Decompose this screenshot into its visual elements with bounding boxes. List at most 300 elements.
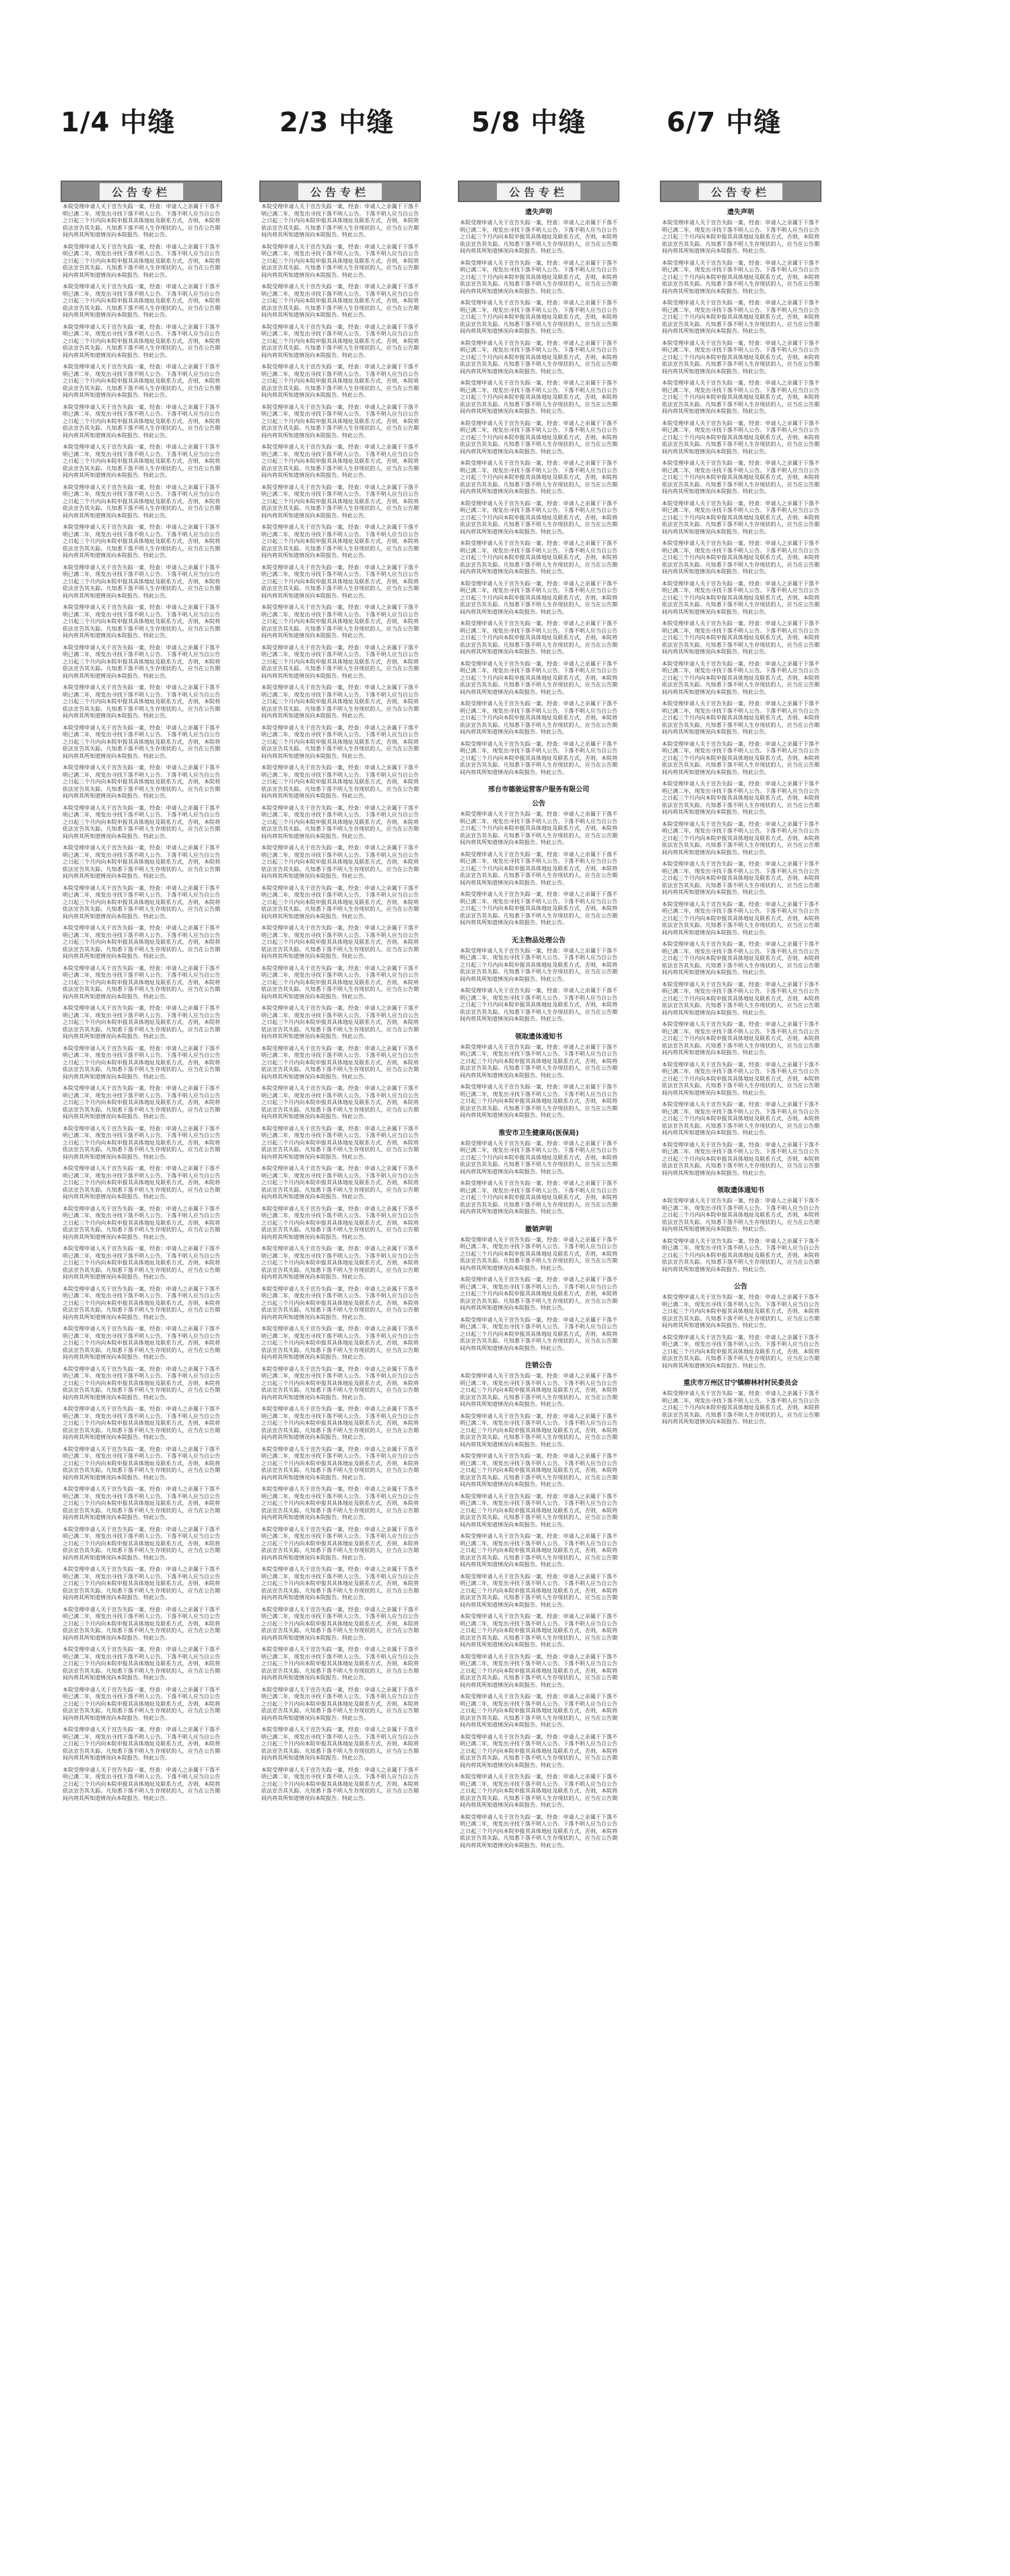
notice-list [458, 218, 619, 779]
notice-body: 本院受理申请人关于宣告失踪一案，经查：申请人之亲属于下落不明已满二年，现发出寻找下落不明人公告。下落不明人应当自公告之日起三个月内向本院申报其具体地址及联系方式，否则，本院将依法宣告其失踪。凡知悉下落不明人生存现状的人，应当在公告期间内将其所知道情况向本院报告。特此公告。 [63, 484, 220, 519]
notice-body: 本院受理申请人关于宣告失踪一案，经查：申请人之亲属于下落不明已满二年，现发出寻找下落不明人公告。下落不明人应当自公告之日起三个月内向本院申报其具体地址及联系方式，否则，本院将依法宣告其失踪。凡知悉下落不明人生存现状的人，应当在公告期间内将其所知道情况向本院报告。特此公告。 [460, 540, 617, 575]
notice-block [458, 1412, 619, 1452]
notice-body: 本院受理申请人关于宣告失踪一案，经查：申请人之亲属于下落不明已满二年，现发出寻找下落不明人公告。下落不明人应当自公告之日起三个月内向本院申报其具体地址及联系方式，否则，本院将依法宣告其失踪。凡知悉下落不明人生存现状的人，应当在公告期间内将其所知道情况向本院报告。特此公告。 [63, 1326, 220, 1360]
notice-block [458, 1572, 619, 1613]
notice-heading: 重庆市万州区甘宁镇柳林村村民委员会 [683, 1380, 798, 1387]
col-title-4: 6/7 中缝 [667, 107, 782, 138]
notice-block [61, 1485, 222, 1525]
notice-body: 本院受理申请人关于宣告失踪一案，经查：申请人之亲属于下落不明已满二年，现发出寻找下落不明人公告。下落不明人应当自公告之日起三个月内向本院申报其具体地址及联系方式，否则，本院将依法宣告其失踪。凡知悉下落不明人生存现状的人，应当在公告期间内将其所知道情况向本院报告。特此公告。 [261, 484, 419, 519]
notice-block [259, 1685, 421, 1726]
notice-body: 本院受理申请人关于宣告失踪一案，经查：申请人之亲属于下落不明已满二年，现发出寻找下落不明人公告。下落不明人应当自公告之日起三个月内向本院申报其具体地址及联系方式，否则，本院将依法宣告其失踪。凡知悉下落不明人生存现状的人，应当在公告期间内将其所知道情况向本院报告。特此公告。 [63, 1526, 220, 1561]
notice-block [259, 323, 421, 363]
notice-block [259, 483, 421, 523]
notice-body: 本院受理申请人关于宣告失踪一案，经查：申请人之亲属于下落不明已满二年，现发出寻找下落不明人公告。下落不明人应当自公告之日起三个月内向本院申报其具体地址及联系方式，否则，本院将依法宣告其失踪。凡知悉下落不明人生存现状的人，应当在公告期间内将其所知道情况向本院报告。特此公告。 [261, 1005, 419, 1039]
notice-body: 本院受理申请人关于宣告失踪一案，经查：申请人之亲属于下落不明已满二年，现发出寻找下落不明人公告。下落不明人应当自公告之日起三个月内向本院申报其具体地址及联系方式，否则，本院将依法宣告其失踪。凡知悉下落不明人生存现状的人，应当在公告期间内将其所知道情况向本院报告。特此公告。 [460, 1493, 617, 1528]
notice-block [660, 499, 821, 540]
notice-body: 本院受理申请人关于宣告失踪一案，经查：申请人之亲属于下落不明已满二年，现发出寻找下落不明人公告。下落不明人应当自公告之日起三个月内向本院申报其具体地址及联系方式，否则，本院将依法宣告其失踪。凡知悉下落不明人生存现状的人，应当在公告期间内将其所知道情况向本院报告。特此公告。 [460, 420, 617, 455]
notice-body: 本院受理申请人关于宣告失踪一案，经查：申请人之亲属于下落不明已满二年，现发出寻找下落不明人公告。下落不明人应当自公告之日起三个月内向本院申报其具体地址及联系方式，否则，本院将依法宣告其失踪。凡知悉下落不明人生存现状的人，应当在公告期间内将其所知道情况向本院报告。特此公告。 [63, 1045, 220, 1080]
notice-list [458, 946, 619, 1027]
notice-block [259, 1084, 421, 1124]
notice-body: 本院受理申请人关于宣告失踪一案，经查：申请人之亲属于下落不明已满二年，现发出寻找下落不明人公告。下落不明人应当自公告之日起三个月内向本院申报其具体地址及联系方式，否则，本院将依法宣告其失踪。凡知悉下落不明人生存现状的人，应当在公告期间内将其所知道情况向本院报告。特此公告。 [63, 524, 220, 558]
notice-body: 本院受理申请人关于宣告失踪一案，经查：申请人之亲属于下落不明已满二年，现发出寻找下落不明人公告。下落不明人应当自公告之日起三个月内向本院申报其具体地址及联系方式，否则，本院将依法宣告其失踪。凡知悉下落不明人生存现状的人，应当在公告期间内将其所知道情况向本院报告。特此公告。 [261, 323, 419, 358]
notice-body: 本院受理申请人关于宣告失踪一案，经查：申请人之亲属于下落不明已满二年，现发出寻找下落不明人公告。下落不明人应当自公告之日起三个月内向本院申报其具体地址及联系方式，否则，本院将依法宣告其失踪。凡知悉下落不明人生存现状的人，应当在公告期间内将其所知道情况向本院报告。特此公告。 [662, 380, 819, 414]
notice-body: 本院受理申请人关于宣告失踪一案，经查：申请人之亲属于下落不明已满二年，现发出寻找下落不明人公告。下落不明人应当自公告之日起三个月内向本院申报其具体地址及联系方式，否则，本院将依法宣告其失踪。凡知悉下落不明人生存现状的人，应当在公告期间内将其所知道情况向本院报告。特此公告。 [63, 765, 220, 799]
notice-block [259, 723, 421, 764]
notice-body: 本院受理申请人关于宣告失踪一案，经查：申请人之亲属于下落不明已满二年，现发出寻找下落不明人公告。下落不明人应当自公告之日起三个月内向本院申报其具体地址及联系方式，否则，本院将依法宣告其失踪。凡知悉下落不明人生存现状的人，应当在公告期间内将其所知道情况向本院报告。特此公告。 [261, 1566, 419, 1601]
notice-block [61, 483, 222, 523]
column-body [660, 202, 821, 2377]
notice-body: 本院受理申请人关于宣告失踪一案，经查：申请人之亲属于下落不明已满二年，现发出寻找下落不明人公告。下落不明人应当自公告之日起三个月内向本院申报其具体地址及联系方式，否则，本院将依法宣告其失踪。凡知悉下落不明人生存现状的人，应当在公告期间内将其所知道情况向本院报告。特此公告。 [63, 1365, 220, 1400]
notice-block [259, 1164, 421, 1204]
notice-block [61, 282, 222, 323]
notice-block [660, 699, 821, 740]
notice-body: 本院受理申请人关于宣告失踪一案，经查：申请人之亲属于下落不明已满二年，现发出寻找下落不明人公告。下落不明人应当自公告之日起三个月内向本院申报其具体地址及联系方式，否则，本院将依法宣告其失踪。凡知悉下落不明人生存现状的人，应当在公告期间内将其所知道情况向本院报告。特此公告。 [261, 1165, 419, 1200]
notice-body: 本院受理申请人关于宣告失踪一案，经查：申请人之亲属于下落不明已满二年，现发出寻找下落不明人公告。下落不明人应当自公告之日起三个月内向本院申报其具体地址及联系方式，否则，本院将依法宣告其失踪。凡知悉下落不明人生存现状的人，应当在公告期间内将其所知道情况向本院报告。特此公告。 [662, 781, 819, 815]
col-title-3: 5/8 中缝 [471, 107, 586, 138]
notice-heading: 公告 [734, 1283, 747, 1291]
notice-body: 本院受理申请人关于宣告失踪一案，经查：申请人之亲属于下落不明已满二年，现发出寻找下落不明人公告。下落不明人应当自公告之日起三个月内向本院申报其具体地址及联系方式，否则，本院将依法宣告其失踪。凡知悉下落不明人生存现状的人，应当在公告期间内将其所知道情况向本院报告。特此公告。 [460, 1277, 617, 1311]
notice-block [61, 603, 222, 643]
notice-body: 本院受理申请人关于宣告失踪一案，经查：申请人之亲属于下落不明已满二年，现发出寻找下落不明人公告。下落不明人应当自公告之日起三个月内向本院申报其具体地址及联系方式，否则，本院将依法宣告其失踪。凡知悉下落不明人生存现状的人，应当在公告期间内将其所知道情况向本院报告。特此公告。 [460, 988, 617, 1022]
notice-body: 本院受理申请人关于宣告失踪一案，经查：申请人之亲属于下落不明已满二年，现发出寻找下落不明人公告。下落不明人应当自公告之日起三个月内向本院申报其具体地址及联系方式，否则，本院将依法宣告其失踪。凡知悉下落不明人生存现状的人，应当在公告期间内将其所知道情况向本院报告。特此公告。 [460, 811, 617, 845]
notice-block [458, 419, 619, 459]
notice-body: 本院受理申请人关于宣告失踪一案，经查：申请人之亲属于下落不明已满二年，现发出寻找下落不明人公告。下落不明人应当自公告之日起三个月内向本院申报其具体地址及联系方式，否则，本院将依法宣告其失踪。凡知悉下落不明人生存现状的人，应当在公告期间内将其所知道情况向本院报告。特此公告。 [460, 1653, 617, 1688]
notice-block [458, 1452, 619, 1492]
notice-block [61, 362, 222, 403]
notice-body: 本院受理申请人关于宣告失踪一案，经查：申请人之亲属于下落不明已满二年，现发出寻找下落不明人公告。下落不明人应当自公告之日起三个月内向本院申报其具体地址及联系方式，否则，本院将依法宣告其失踪。凡知悉下落不明人生存现状的人，应当在公告期间内将其所知道情况向本院报告。特此公告。 [261, 1686, 419, 1721]
notice-body: 本院受理申请人关于宣告失踪一案，经查：申请人之亲属于下落不明已满二年，现发出寻找下落不明人公告。下落不明人应当自公告之日起三个月内向本院申报其具体地址及联系方式，否则，本院将依法宣告其失踪。凡知悉下落不明人生存现状的人，应当在公告期间内将其所知道情况向本院报告。特此公告。 [261, 1446, 419, 1481]
notice-body: 本院受理申请人关于宣告失踪一案，经查：申请人之亲属于下落不明已满二年，现发出寻找下落不明人公告。下落不明人应当自公告之日起三个月内向本院申报其具体地址及联系方式，否则，本院将依法宣告其失踪。凡知悉下落不明人生存现状的人，应当在公告期间内将其所知道情况向本院报告。特此公告。 [261, 1646, 419, 1681]
notice-block [61, 763, 222, 804]
notice-body: 本院受理申请人关于宣告失踪一案，经查：申请人之亲属于下落不明已满二年，现发出寻找下落不明人公告。下落不明人应当自公告之日起三个月内向本院申报其具体地址及联系方式，否则，本院将依法宣告其失踪。凡知悉下落不明人生存现状的人，应当在公告期间内将其所知道情况向本院报告。特此公告。 [460, 1373, 617, 1407]
notice-body: 本院受理申请人关于宣告失踪一案，经查：申请人之亲属于下落不明已满二年，现发出寻找下落不明人公告。下落不明人应当自公告之日起三个月内向本院申报其具体地址及联系方式，否则，本院将依法宣告其失踪。凡知悉下落不明人生存现状的人，应当在公告期间内将其所知道情况向本院报告。特此公告。 [662, 901, 819, 936]
notice-body: 本院受理申请人关于宣告失踪一案，经查：申请人之亲属于下落不明已满二年，现发出寻找下落不明人公告。下落不明人应当自公告之日起三个月内向本院申报其具体地址及联系方式，否则，本院将依法宣告其失踪。凡知悉下落不明人生存现状的人，应当在公告期间内将其所知道情况向本院报告。特此公告。 [63, 1566, 220, 1601]
notice-body: 本院受理申请人关于宣告失踪一案，经查：申请人之亲属于下落不明已满二年，现发出寻找下落不明人公告。下落不明人应当自公告之日起三个月内向本院申报其具体地址及联系方式，否则，本院将依法宣告其失踪。凡知悉下落不明人生存现状的人，应当在公告期间内将其所知道情况向本院报告。特此公告。 [662, 1334, 819, 1369]
notice-block [660, 740, 821, 780]
notice-block [458, 1492, 619, 1533]
notice-block [259, 202, 421, 243]
notice-body: 本院受理申请人关于宣告失踪一案，经查：申请人之亲属于下落不明已满二年，现发出寻找下落不明人公告。下落不明人应当自公告之日起三个月内向本院申报其具体地址及联系方式，否则，本院将依法宣告其失踪。凡知悉下落不明人生存现状的人，应当在公告期间内将其所知道情况向本院报告。特此公告。 [63, 323, 220, 358]
notice-body: 本院受理申请人关于宣告失踪一案，经查：申请人之亲属于下落不明已满二年，现发出寻找下落不明人公告。下落不明人应当自公告之日起三个月内向本院申报其具体地址及联系方式，否则，本院将依法宣告其失踪。凡知悉下落不明人生存现状的人，应当在公告期间内将其所知道情况向本院报告。特此公告。 [63, 884, 220, 920]
notice-block [61, 1285, 222, 1325]
notice-block [458, 810, 619, 850]
notice-block [458, 1532, 619, 1572]
notice-list [660, 1293, 821, 1373]
notice-body: 本院受理申请人关于宣告失踪一案，经查：申请人之亲属于下落不明已满二年，现发出寻找下落不明人公告。下落不明人应当自公告之日起三个月内向本院申报其具体地址及联系方式，否则，本院将依法宣告其失踪。凡知悉下落不明人生存现状的人，应当在公告期间内将其所知道情况向本院报告。特此公告。 [662, 1101, 819, 1136]
notice-block [458, 1372, 619, 1412]
notice-body: 本院受理申请人关于宣告失踪一案，经查：申请人之亲属于下落不明已满二年，现发出寻找下落不明人公告。下落不明人应当自公告之日起三个月内向本院申报其具体地址及联系方式，否则，本院将依法宣告其失踪。凡知悉下落不明人生存现状的人，应当在公告期间内将其所知道情况向本院报告。特此公告。 [460, 340, 617, 375]
notice-body: 本院受理申请人关于宣告失踪一案，经查：申请人之亲属于下落不明已满二年，现发出寻找下落不明人公告。下落不明人应当自公告之日起三个月内向本院申报其具体地址及联系方式，否则，本院将依法宣告其失踪。凡知悉下落不明人生存现状的人，应当在公告期间内将其所知道情况向本院报告。特此公告。 [662, 460, 819, 494]
notice-body: 本院受理申请人关于宣告失踪一案，经查：申请人之亲属于下落不明已满二年，现发出寻找下落不明人公告。下落不明人应当自公告之日起三个月内向本院申报其具体地址及联系方式，否则，本院将依法宣告其失踪。凡知悉下落不明人生存现状的人，应当在公告期间内将其所知道情况向本院报告。特此公告。 [261, 644, 419, 679]
notice-block [458, 850, 619, 891]
notice-block [660, 619, 821, 659]
notice-body: 本院受理申请人关于宣告失踪一案，经查：申请人之亲属于下落不明已满二年，现发出寻找下落不明人公告。下落不明人应当自公告之日起三个月内向本院申报其具体地址及联系方式，否则，本院将依法宣告其失踪。凡知悉下落不明人生存现状的人，应当在公告期间内将其所知道情况向本院报告。特此公告。 [460, 1236, 617, 1271]
notice-block [61, 443, 222, 483]
notice-block [660, 1020, 821, 1060]
notice-body: 本院受理申请人关于宣告失踪一案，经查：申请人之亲属于下落不明已满二年，现发出寻找下落不明人公告。下落不明人应当自公告之日起三个月内向本院申报其具体地址及联系方式，否则，本院将依法宣告其失踪。凡知悉下落不明人生存现状的人，应当在公告期间内将其所知道情况向本院报告。特此公告。 [460, 701, 617, 735]
notice-block [660, 1333, 821, 1374]
notice-block [660, 900, 821, 940]
notice-block [458, 1316, 619, 1356]
notice-body: 本院受理申请人关于宣告失踪一案，经查：申请人之亲属于下落不明已满二年，现发出寻找下落不明人公告。下落不明人应当自公告之日起三个月内向本院申报其具体地址及联系方式，否则，本院将依法宣告其失踪。凡知悉下落不明人生存现状的人，应当在公告期间内将其所知道情况向本院报告。特此公告。 [662, 660, 819, 695]
notice-body: 本院受理申请人关于宣告失踪一案，经查：申请人之亲属于下落不明已满二年，现发出寻找下落不明人公告。下落不明人应当自公告之日起三个月内向本院申报其具体地址及联系方式，否则，本院将依法宣告其失踪。凡知悉下落不明人生存现状的人，应当在公告期间内将其所知道情况向本院报告。特此公告。 [460, 1043, 617, 1078]
notice-block [61, 1525, 222, 1566]
notice-body: 本院受理申请人关于宣告失踪一案，经查：申请人之亲属于下落不明已满二年，现发出寻找下落不明人公告。下落不明人应当自公告之日起三个月内向本院申报其具体地址及联系方式，否则，本院将依法宣告其失踪。凡知悉下落不明人生存现状的人，应当在公告期间内将其所知道情况向本院报告。特此公告。 [261, 604, 419, 639]
notice-body: 本院受理申请人关于宣告失踪一案，经查：申请人之亲属于下落不明已满二年，现发出寻找下落不明人公告。下落不明人应当自公告之日起三个月内向本院申报其具体地址及联系方式，否则，本院将依法宣告其失踪。凡知悉下落不明人生存现状的人，应当在公告期间内将其所知道情况向本院报告。特此公告。 [261, 203, 419, 238]
notice-block [660, 579, 821, 620]
notice-block [259, 603, 421, 643]
notice-body: 本院受理申请人关于宣告失踪一案，经查：申请人之亲属于下落不明已满二年，现发出寻找下落不明人公告。下落不明人应当自公告之日起三个月内向本院申报其具体地址及联系方式，否则，本院将依法宣告其失踪。凡知悉下落不明人生存现状的人，应当在公告期间内将其所知道情况向本院报告。特此公告。 [63, 1246, 220, 1280]
notice-body: 本院受理申请人关于宣告失踪一案，经查：申请人之亲属于下落不明已满二年，现发出寻找下落不明人公告。下落不明人应当自公告之日起三个月内向本院申报其具体地址及联系方式，否则，本院将依法宣告其失踪。凡知悉下落不明人生存现状的人，应当在公告期间内将其所知道情况向本院报告。特此公告。 [460, 620, 617, 655]
notice-body: 本院受理申请人关于宣告失踪一案，经查：申请人之亲属于下落不明已满二年，现发出寻找下落不明人公告。下落不明人应当自公告之日起三个月内向本院申报其具体地址及联系方式，否则，本院将依法宣告其失踪。凡知悉下落不明人生存现状的人，应当在公告期间内将其所知道情况向本院报告。特此公告。 [460, 500, 617, 535]
notice-list [458, 1043, 619, 1123]
notice-block [458, 579, 619, 620]
notice-body: 本院受理申请人关于宣告失踪一案，经查：申请人之亲属于下落不明已满二年，现发出寻找下落不明人公告。下落不明人应当自公告之日起三个月内向本院申报其具体地址及联系方式，否则，本院将依法宣告其失踪。凡知悉下落不明人生存现状的人，应当在公告期间内将其所知道情况向本院报告。特此公告。 [460, 1180, 617, 1215]
notice-block [259, 1285, 421, 1325]
notice-body: 本院受理申请人关于宣告失踪一案，经查：申请人之亲属于下落不明已满二年，现发出寻找下落不明人公告。下落不明人应当自公告之日起三个月内向本院申报其具体地址及联系方式，否则，本院将依法宣告其失踪。凡知悉下落不明人生存现状的人，应当在公告期间内将其所知道情况向本院报告。特此公告。 [261, 1285, 419, 1320]
notice-body: 本院受理申请人关于宣告失踪一案，经查：申请人之亲属于下落不明已满二年，现发出寻找下落不明人公告。下落不明人应当自公告之日起三个月内向本院申报其具体地址及联系方式，否则，本院将依法宣告其失踪。凡知悉下落不明人生存现状的人，应当在公告期间内将其所知道情况向本院报告。特此公告。 [63, 925, 220, 959]
notice-body: 本院受理申请人关于宣告失踪一案，经查：申请人之亲属于下落不明已满二年，现发出寻找下落不明人公告。下落不明人应当自公告之日起三个月内向本院申报其具体地址及联系方式，否则，本院将依法宣告其失踪。凡知悉下落不明人生存现状的人，应当在公告期间内将其所知道情况向本院报告。特此公告。 [63, 604, 220, 639]
notice-body: 本院受理申请人关于宣告失踪一案，经查：申请人之亲属于下落不明已满二年，现发出寻找下落不明人公告。下落不明人应当自公告之日起三个月内向本院申报其具体地址及联系方式，否则，本院将依法宣告其失踪。凡知悉下落不明人生存现状的人，应当在公告期间内将其所知道情况向本院报告。特此公告。 [63, 1446, 220, 1481]
notice-body: 本院受理申请人关于宣告失踪一案，经查：申请人之亲属于下落不明已满二年，现发出寻找下落不明人公告。下落不明人应当自公告之日起三个月内向本院申报其具体地址及联系方式，否则，本院将依法宣告其失踪。凡知悉下落不明人生存现状的人，应当在公告期间内将其所知道情况向本院报告。特此公告。 [460, 380, 617, 414]
column-2 [259, 181, 421, 2518]
notice-heading: 注销公告 [525, 1362, 552, 1370]
notice-body: 本院受理申请人关于宣告失踪一案，经查：申请人之亲属于下落不明已满二年，现发出寻找下落不明人公告。下落不明人应当自公告之日起三个月内向本院申报其具体地址及联系方式，否则，本院将依法宣告其失踪。凡知悉下落不明人生存现状的人，应当在公告期间内将其所知道情况向本院报告。特此公告。 [460, 1084, 617, 1118]
notice-block [660, 860, 821, 900]
notice-body: 本院受理申请人关于宣告失踪一案，经查：申请人之亲属于下落不明已满二年，现发出寻找下落不明人公告。下落不明人应当自公告之日起三个月内向本院申报其具体地址及联系方式，否则，本院将依法宣告其失踪。凡知悉下落不明人生存现状的人，应当在公告期间内将其所知道情况向本院报告。特此公告。 [460, 1453, 617, 1487]
notice-block [660, 1237, 821, 1277]
notice-block [61, 1365, 222, 1405]
notice-block [61, 1685, 222, 1726]
notice-heading: 领取遗体通知书 [515, 1033, 562, 1041]
notice-body: 本院受理申请人关于宣告失踪一案，经查：申请人之亲属于下落不明已满二年，现发出寻找下落不明人公告。下落不明人应当自公告之日起三个月内向本院申报其具体地址及联系方式，否则，本院将依法宣告其失踪。凡知悉下落不明人生存现状的人，应当在公告期间内将其所知道情况向本院报告。特此公告。 [261, 1766, 419, 1801]
notice-block [259, 924, 421, 964]
notice-block [660, 298, 821, 339]
notice-body: 本院受理申请人关于宣告失踪一案，经查：申请人之亲属于下落不明已满二年，现发出寻找下落不明人公告。下落不明人应当自公告之日起三个月内向本院申报其具体地址及联系方式，否则，本院将依法宣告其失踪。凡知悉下落不明人生存现状的人，应当在公告期间内将其所知道情况向本院报告。特此公告。 [63, 1406, 220, 1440]
notice-block [458, 619, 619, 659]
notice-block [61, 1084, 222, 1124]
notice-body: 本院受理申请人关于宣告失踪一案，经查：申请人之亲属于下落不明已满二年，现发出寻找下落不明人公告。下落不明人应当自公告之日起三个月内向本院申报其具体地址及联系方式，否则，本院将依法宣告其失踪。凡知悉下落不明人生存现状的人，应当在公告期间内将其所知道情况向本院报告。特此公告。 [261, 564, 419, 599]
notice-block [259, 1405, 421, 1445]
notice-block [458, 259, 619, 299]
notice-body: 本院受理申请人关于宣告失踪一案，经查：申请人之亲属于下落不明已满二年，现发出寻找下落不明人公告。下落不明人应当自公告之日起三个月内向本院申报其具体地址及联系方式，否则，本院将依法宣告其失踪。凡知悉下落不明人生存现状的人，应当在公告期间内将其所知道情况向本院报告。特此公告。 [261, 925, 419, 959]
notice-block [458, 699, 619, 740]
notice-body: 本院受理申请人关于宣告失踪一案，经查：申请人之亲属于下落不明已满二年，现发出寻找下落不明人公告。下落不明人应当自公告之日起三个月内向本院申报其具体地址及联系方式，否则，本院将依法宣告其失踪。凡知悉下落不明人生存现状的人，应当在公告期间内将其所知道情况向本院报告。特此公告。 [460, 891, 617, 926]
notice-body: 本院受理申请人关于宣告失踪一案，经查：申请人之亲属于下落不明已满二年，现发出寻找下落不明人公告。下落不明人应当自公告之日起三个月内向本院申报其具体地址及联系方式，否则，本院将依法宣告其失踪。凡知悉下落不明人生存现状的人，应当在公告期间内将其所知道情况向本院报告。特此公告。 [662, 300, 819, 334]
notice-body: 本院受理申请人关于宣告失踪一案，经查：申请人之亲属于下落不明已满二年，现发出寻找下落不明人公告。下落不明人应当自公告之日起三个月内向本院申报其具体地址及联系方式，否则，本院将依法宣告其失踪。凡知悉下落不明人生存现状的人，应当在公告期间内将其所知道情况向本院报告。特此公告。 [63, 564, 220, 599]
notice-body: 本院受理申请人关于宣告失踪一案，经查：申请人之亲属于下落不明已满二年，现发出寻找下落不明人公告。下落不明人应当自公告之日起三个月内向本院申报其具体地址及联系方式，否则，本院将依法宣告其失踪。凡知悉下落不明人生存现状的人，应当在公告期间内将其所知道情况向本院报告。特此公告。 [662, 340, 819, 375]
notice-body: 本院受理申请人关于宣告失踪一案，经查：申请人之亲属于下落不明已满二年，现发出寻找下落不明人公告。下落不明人应当自公告之日起三个月内向本院申报其具体地址及联系方式，否则，本院将依法宣告其失踪。凡知悉下落不明人生存现状的人，应当在公告期间内将其所知道情况向本院报告。特此公告。 [662, 1198, 819, 1232]
notice-block [458, 539, 619, 579]
notice-block [61, 1405, 222, 1445]
notice-body: 本院受理申请人关于宣告失踪一案，经查：申请人之亲属于下落不明已满二年，现发出寻找下落不明人公告。下落不明人应当自公告之日起三个月内向本院申报其具体地址及联系方式，否则，本院将依法宣告其失踪。凡知悉下落不明人生存现状的人，应当在公告期间内将其所知道情况向本院报告。特此公告。 [460, 1413, 617, 1448]
notice-body: 本院受理申请人关于宣告失踪一案，经查：申请人之亲属于下落不明已满二年，现发出寻找下落不明人公告。下落不明人应当自公告之日起三个月内向本院申报其具体地址及联系方式，否则，本院将依法宣告其失踪。凡知悉下落不明人生存现状的人，应当在公告期间内将其所知道情况向本院报告。特此公告。 [261, 804, 419, 839]
notice-block [61, 1004, 222, 1044]
notice-block [61, 1565, 222, 1605]
notice-block [61, 843, 222, 884]
notice-heading: 无主物品处理公告 [512, 936, 566, 944]
notice-block [458, 298, 619, 339]
notice-block [660, 659, 821, 700]
notice-body: 本院受理申请人关于宣告失踪一案，经查：申请人之亲属于下落不明已满二年，现发出寻找下落不明人公告。下落不明人应当自公告之日起三个月内向本院申报其具体地址及联系方式，否则，本院将依法宣告其失踪。凡知悉下落不明人生存现状的人，应当在公告期间内将其所知道情况向本院报告。特此公告。 [662, 861, 819, 895]
column-body [458, 202, 619, 2336]
notice-body: 本院受理申请人关于宣告失踪一案，经查：申请人之亲属于下落不明已满二年，现发出寻找下落不明人公告。下落不明人应当自公告之日起三个月内向本院申报其具体地址及联系方式，否则，本院将依法宣告其失踪。凡知悉下落不明人生存现状的人，应当在公告期间内将其所知道情况向本院报告。特此公告。 [261, 444, 419, 478]
notice-body: 本院受理申请人关于宣告失踪一案，经查：申请人之亲属于下落不明已满二年，现发出寻找下落不明人公告。下落不明人应当自公告之日起三个月内向本院申报其具体地址及联系方式，否则，本院将依法宣告其失踪。凡知悉下落不明人生存现状的人，应当在公告期间内将其所知道情况向本院报告。特此公告。 [662, 620, 819, 655]
notice-body: 本院受理申请人关于宣告失踪一案，经查：申请人之亲属于下落不明已满二年，现发出寻找下落不明人公告。下落不明人应当自公告之日起三个月内向本院申报其具体地址及联系方式，否则，本院将依法宣告其失踪。凡知悉下落不明人生存现状的人，应当在公告期间内将其所知道情况向本院报告。特此公告。 [261, 1246, 419, 1280]
notice-block [458, 986, 619, 1027]
notice-block [259, 1004, 421, 1044]
notice-body: 本院受理申请人关于宣告失踪一案，经查：申请人之亲属于下落不明已满二年，现发出寻找下落不明人公告。下落不明人应当自公告之日起三个月内向本院申报其具体地址及联系方式，否则，本院将依法宣告其失踪。凡知悉下落不明人生存现状的人，应当在公告期间内将其所知道情况向本院报告。特此公告。 [63, 1005, 220, 1039]
notice-body: 本院受理申请人关于宣告失踪一案，经查：申请人之亲属于下落不明已满二年，现发出寻找下落不明人公告。下落不明人应当自公告之日起三个月内向本院申报其具体地址及联系方式，否则，本院将依法宣告其失踪。凡知悉下落不明人生存现状的人，应当在公告期间内将其所知道情况向本院报告。特此公告。 [63, 1085, 220, 1120]
notice-body: 本院受理申请人关于宣告失踪一案，经查：申请人之亲属于下落不明已满二年，现发出寻找下落不明人公告。下落不明人应当自公告之日起三个月内向本院申报其具体地址及联系方式，否则，本院将依法宣告其失踪。凡知悉下落不明人生存现状的人，应当在公告期间内将其所知道情况向本院报告。特此公告。 [460, 1573, 617, 1608]
notice-block [61, 202, 222, 243]
notice-list [660, 1389, 821, 1429]
notice-block [61, 523, 222, 563]
notice-block [458, 1652, 619, 1693]
notice-block [61, 1766, 222, 1806]
notice-block [259, 804, 421, 844]
notice-block [259, 1324, 421, 1365]
notice-body: 本院受理申请人关于宣告失踪一案，经查：申请人之亲属于下落不明已满二年，现发出寻找下落不明人公告。下落不明人应当自公告之日起三个月内向本院申报其具体地址及联系方式，否则，本院将依法宣告其失踪。凡知悉下落不明人生存现状的人，应当在公告期间内将其所知道情况向本院报告。特此公告。 [460, 1613, 617, 1648]
notice-block [259, 443, 421, 483]
notice-body: 本院受理申请人关于宣告失踪一案，经查：申请人之亲属于下落不明已满二年，现发出寻找下落不明人公告。下落不明人应当自公告之日起三个月内向本院申报其具体地址及联系方式，否则，本院将依法宣告其失踪。凡知悉下落不明人生存现状的人，应当在公告期间内将其所知道情况向本院报告。特此公告。 [261, 884, 419, 920]
notice-block [660, 339, 821, 379]
notice-block [61, 1244, 222, 1285]
notice-block [61, 643, 222, 684]
notice-body: 本院受理申请人关于宣告失踪一案，经查：申请人之亲属于下落不明已满二年，现发出寻找下落不明人公告。下落不明人应当自公告之日起三个月内向本院申报其具体地址及联系方式，否则，本院将依法宣告其失踪。凡知悉下落不明人生存现状的人，应当在公告期间内将其所知道情况向本院报告。特此公告。 [662, 540, 819, 575]
notice-list [660, 1196, 821, 1277]
notice-heading: 遗失声明 [727, 209, 754, 216]
notice-block [660, 459, 821, 499]
notice-block [61, 723, 222, 764]
notice-block [458, 1692, 619, 1733]
notice-body: 本院受理申请人关于宣告失踪一案，经查：申请人之亲属于下落不明已满二年，现发出寻找下落不明人公告。下落不明人应当自公告之日起三个月内向本院申报其具体地址及联系方式，否则，本院将依法宣告其失踪。凡知悉下落不明人生存现状的人，应当在公告期间内将其所知道情况向本院报告。特此公告。 [63, 284, 220, 318]
column-header: 公告专栏 [259, 181, 421, 202]
notice-body: 本院受理申请人关于宣告失踪一案，经查：申请人之亲属于下落不明已满二年，现发出寻找下落不明人公告。下落不明人应当自公告之日起三个月内向本院申报其具体地址及联系方式，否则，本院将依法宣告其失踪。凡知悉下落不明人生存现状的人，应当在公告期间内将其所知道情况向本院报告。特此公告。 [63, 364, 220, 398]
notice-body: 本院受理申请人关于宣告失踪一案，经查：申请人之亲属于下落不明已满二年，现发出寻找下落不明人公告。下落不明人应当自公告之日起三个月内向本院申报其具体地址及联系方式，否则，本院将依法宣告其失踪。凡知悉下落不明人生存现状的人，应当在公告期间内将其所知道情况向本院报告。特此公告。 [261, 1406, 419, 1440]
notice-block [259, 1645, 421, 1685]
notice-block [61, 1645, 222, 1685]
notice-block [61, 1445, 222, 1485]
notice-block [61, 563, 222, 604]
notice-list [458, 1372, 619, 1853]
notice-body: 本院受理申请人关于宣告失踪一案，经查：申请人之亲属于下落不明已满二年，现发出寻找下落不明人公告。下落不明人应当自公告之日起三个月内向本院申报其具体地址及联系方式，否则，本院将依法宣告其失踪。凡知悉下落不明人生存现状的人，应当在公告期间内将其所知道情况向本院报告。特此公告。 [460, 740, 617, 775]
notice-block [259, 1525, 421, 1566]
notice-body: 本院受理申请人关于宣告失踪一案，经查：申请人之亲属于下落不明已满二年，现发出寻找下落不明人公告。下落不明人应当自公告之日起三个月内向本院申报其具体地址及联系方式，否则，本院将依法宣告其失踪。凡知悉下落不明人生存现状的人，应当在公告期间内将其所知道情况向本院报告。特此公告。 [460, 947, 617, 982]
notice-block [61, 924, 222, 964]
notice-body: 本院受理申请人关于宣告失踪一案，经查：申请人之亲属于下落不明已满二年，现发出寻找下落不明人公告。下落不明人应当自公告之日起三个月内向本院申报其具体地址及联系方式，否则，本院将依法宣告其失踪。凡知悉下落不明人生存现状的人，应当在公告期间内将其所知道情况向本院报告。特此公告。 [460, 300, 617, 334]
notice-body: 本院受理申请人关于宣告失踪一案，经查：申请人之亲属于下落不明已满二年，现发出寻找下落不明人公告。下落不明人应当自公告之日起三个月内向本院申报其具体地址及联系方式，否则，本院将依法宣告其失踪。凡知悉下落不明人生存现状的人，应当在公告期间内将其所知道情况向本院报告。特此公告。 [662, 580, 819, 615]
notice-block [61, 964, 222, 1004]
notice-body: 本院受理申请人关于宣告失踪一案，经查：申请人之亲属于下落不明已满二年，现发出寻找下落不明人公告。下落不明人应当自公告之日起三个月内向本院申报其具体地址及联系方式，否则，本院将依法宣告其失踪。凡知悉下落不明人生存现状的人，应当在公告期间内将其所知道情况向本院报告。特此公告。 [63, 1285, 220, 1320]
notice-block [458, 740, 619, 780]
notice-body: 本院受理申请人关于宣告失踪一案，经查：申请人之亲属于下落不明已满二年，现发出寻找下落不明人公告。下落不明人应当自公告之日起三个月内向本院申报其具体地址及联系方式，否则，本院将依法宣告其失踪。凡知悉下落不明人生存现状的人，应当在公告期间内将其所知道情况向本院报告。特此公告。 [460, 1140, 617, 1175]
notice-block [458, 1179, 619, 1219]
notice-body: 本院受理申请人关于宣告失踪一案，经查：申请人之亲属于下落不明已满二年，现发出寻找下落不明人公告。下落不明人应当自公告之日起三个月内向本院申报其具体地址及联系方式，否则，本院将依法宣告其失踪。凡知悉下落不明人生存现状的人，应当在公告期间内将其所知道情况向本院报告。特此公告。 [460, 1733, 617, 1768]
notice-list [458, 1235, 619, 1356]
col-title-1: 1/4 中缝 [61, 107, 176, 138]
notice-heading: 撤销声明 [525, 1225, 552, 1233]
notice-block [660, 1140, 821, 1181]
notice-block [259, 1365, 421, 1405]
notice-body: 本院受理申请人关于宣告失踪一案，经查：申请人之亲属于下落不明已满二年，现发出寻找下落不明人公告。下落不明人应当自公告之日起三个月内向本院申报其具体地址及联系方式，否则，本院将依法宣告其失踪。凡知悉下落不明人生存现状的人，应当在公告期间内将其所知道情况向本院报告。特此公告。 [261, 1326, 419, 1360]
notice-block [259, 843, 421, 884]
notice-block [458, 946, 619, 987]
notice-block [259, 1445, 421, 1485]
notice-block [660, 1389, 821, 1429]
notice-block [259, 523, 421, 563]
notice-body: 本院受理申请人关于宣告失踪一案，经查：申请人之亲属于下落不明已满二年，现发出寻找下落不明人公告。下落不明人应当自公告之日起三个月内向本院申报其具体地址及联系方式，否则，本院将依法宣告其失踪。凡知悉下落不明人生存现状的人，应当在公告期间内将其所知道情况向本院报告。特此公告。 [63, 845, 220, 879]
notice-body: 本院受理申请人关于宣告失踪一案，经查：申请人之亲属于下落不明已满二年，现发出寻找下落不明人公告。下落不明人应当自公告之日起三个月内向本院申报其具体地址及联系方式，否则，本院将依法宣告其失踪。凡知悉下落不明人生存现状的人，应当在公告期间内将其所知道情况向本院报告。特此公告。 [261, 1727, 419, 1761]
notice-block [259, 362, 421, 403]
notice-body: 本院受理申请人关于宣告失踪一案，经查：申请人之亲属于下落不明已满二年，现发出寻找下落不明人公告。下落不明人应当自公告之日起三个月内向本院申报其具体地址及联系方式，否则，本院将依法宣告其失踪。凡知悉下落不明人生存现状的人，应当在公告期间内将其所知道情况向本院报告。特此公告。 [662, 1237, 819, 1273]
notice-body: 本院受理申请人关于宣告失踪一案，经查：申请人之亲属于下落不明已满二年，现发出寻找下落不明人公告。下落不明人应当自公告之日起三个月内向本院申报其具体地址及联系方式，否则，本院将依法宣告其失踪。凡知悉下落不明人生存现状的人，应当在公告期间内将其所知道情况向本院报告。特此公告。 [261, 1045, 419, 1080]
notice-block [259, 1204, 421, 1245]
notice-block [660, 1100, 821, 1140]
notice-heading: 邢台市德骏运营客户服务有限公司 [488, 786, 589, 794]
notice-block [660, 820, 821, 860]
notice-block [259, 964, 421, 1004]
notice-block [458, 1139, 619, 1180]
notice-block [259, 1485, 421, 1525]
notice-block [458, 1275, 619, 1316]
notice-body: 本院受理申请人关于宣告失踪一案，经查：申请人之亲属于下落不明已满二年，现发出寻找下落不明人公告。下落不明人应当自公告之日起三个月内向本院申报其具体地址及联系方式，否则，本院将依法宣告其失踪。凡知悉下落不明人生存现状的人，应当在公告期间内将其所知道情况向本院报告。特此公告。 [460, 460, 617, 494]
notice-body: 本院受理申请人关于宣告失踪一案，经查：申请人之亲属于下落不明已满二年，现发出寻找下落不明人公告。下落不明人应当自公告之日起三个月内向本院申报其具体地址及联系方式，否则，本院将依法宣告其失踪。凡知悉下落不明人生存现状的人，应当在公告期间内将其所知道情况向本院报告。特此公告。 [261, 1365, 419, 1400]
notice-block [458, 339, 619, 379]
notice-body: 本院受理申请人关于宣告失踪一案，经查：申请人之亲属于下落不明已满二年，现发出寻找下落不明人公告。下落不明人应当自公告之日起三个月内向本院申报其具体地址及联系方式，否则，本院将依法宣告其失踪。凡知悉下落不明人生存现状的人，应当在公告期间内将其所知道情况向本院报告。特此公告。 [662, 941, 819, 975]
notice-body: 本院受理申请人关于宣告失踪一案，经查：申请人之亲属于下落不明已满二年，现发出寻找下落不明人公告。下落不明人应当自公告之日起三个月内向本院申报其具体地址及联系方式，否则，本院将依法宣告其失踪。凡知悉下落不明人生存现状的人，应当在公告期间内将其所知道情况向本院报告。特此公告。 [460, 1813, 617, 1848]
notice-body: 本院受理申请人关于宣告失踪一案，经查：申请人之亲属于下落不明已满二年，现发出寻找下落不明人公告。下落不明人应当自公告之日起三个月内向本院申报其具体地址及联系方式，否则，本院将依法宣告其失踪。凡知悉下落不明人生存现状的人，应当在公告期间内将其所知道情况向本院报告。特此公告。 [261, 684, 419, 719]
notice-body: 本院受理申请人关于宣告失踪一案，经查：申请人之亲属于下落不明已满二年，现发出寻找下落不明人公告。下落不明人应当自公告之日起三个月内向本院申报其具体地址及联系方式，否则，本院将依法宣告其失踪。凡知悉下落不明人生存现状的人，应当在公告期间内将其所知道情况向本院报告。特此公告。 [63, 684, 220, 719]
notice-heading: 淮安市卫生健康局(医保局) [498, 1129, 579, 1137]
notice-block [259, 282, 421, 323]
notice-block [61, 1605, 222, 1646]
column-header: 公告专栏 [458, 181, 619, 202]
notice-block [61, 884, 222, 924]
notice-body: 本院受理申请人关于宣告失踪一案，经查：申请人之亲属于下落不明已满二年，现发出寻找下落不明人公告。下落不明人应当自公告之日起三个月内向本院申报其具体地址及联系方式，否则，本院将依法宣告其失踪。凡知悉下落不明人生存现状的人，应当在公告期间内将其所知道情况向本院报告。特此公告。 [63, 724, 220, 759]
notice-heading: 公告 [532, 800, 545, 808]
notice-block [259, 1605, 421, 1646]
notice-body: 本院受理申请人关于宣告失踪一案，经查：申请人之亲属于下落不明已满二年，现发出寻找下落不明人公告。下落不明人应当自公告之日起三个月内向本院申报其具体地址及联系方式，否则，本院将依法宣告其失踪。凡知悉下落不明人生存现状的人，应当在公告期间内将其所知道情况向本院报告。特此公告。 [662, 981, 819, 1016]
notice-body: 本院受理申请人关于宣告失踪一案，经查：申请人之亲属于下落不明已满二年，现发出寻找下落不明人公告。下落不明人应当自公告之日起三个月内向本院申报其具体地址及联系方式，否则，本院将依法宣告其失踪。凡知悉下落不明人生存现状的人，应当在公告期间内将其所知道情况向本院报告。特此公告。 [261, 524, 419, 558]
notice-block [61, 804, 222, 844]
notice-block [259, 763, 421, 804]
notice-block [660, 379, 821, 419]
notice-block [458, 1083, 619, 1123]
notice-block [660, 980, 821, 1021]
notice-block [660, 1293, 821, 1333]
notice-block [259, 563, 421, 604]
notice-body: 本院受理申请人关于宣告失踪一案，经查：申请人之亲属于下落不明已满二年，现发出寻找下落不明人公告。下落不明人应当自公告之日起三个月内向本院申报其具体地址及联系方式，否则，本院将依法宣告其失踪。凡知悉下落不明人生存现状的人，应当在公告期间内将其所知道情况向本院报告。特此公告。 [63, 1766, 220, 1801]
notice-body: 本院受理申请人关于宣告失踪一案，经查：申请人之亲属于下落不明已满二年，现发出寻找下落不明人公告。下落不明人应当自公告之日起三个月内向本院申报其具体地址及联系方式，否则，本院将依法宣告其失踪。凡知悉下落不明人生存现状的人，应当在公告期间内将其所知道情况向本院报告。特此公告。 [261, 284, 419, 318]
notice-block [259, 1766, 421, 1806]
notice-body: 本院受理申请人关于宣告失踪一案，经查：申请人之亲属于下落不明已满二年，现发出寻找下落不明人公告。下落不明人应当自公告之日起三个月内向本院申报其具体地址及联系方式，否则，本院将依法宣告其失踪。凡知悉下落不明人生存现状的人，应当在公告期间内将其所知道情况向本院报告。特此公告。 [63, 1646, 220, 1681]
notice-block [259, 1124, 421, 1165]
notice-body: 本院受理申请人关于宣告失踪一案，经查：申请人之亲属于下落不明已满二年，现发出寻找下落不明人公告。下落不明人应当自公告之日起三个月内向本院申报其具体地址及联系方式，否则，本院将依法宣告其失踪。凡知悉下落不明人生存现状的人，应当在公告期间内将其所知道情况向本院报告。特此公告。 [63, 1125, 220, 1160]
notice-body: 本院受理申请人关于宣告失踪一案，经查：申请人之亲属于下落不明已满二年，现发出寻找下落不明人公告。下落不明人应当自公告之日起三个月内向本院申报其具体地址及联系方式，否则，本院将依法宣告其失踪。凡知悉下落不明人生存现状的人，应当在公告期间内将其所知道情况向本院报告。特此公告。 [662, 259, 819, 294]
notice-block [259, 1244, 421, 1285]
notice-block [660, 218, 821, 259]
notice-block [61, 403, 222, 443]
notice-body: 本院受理申请人关于宣告失踪一案，经查：申请人之亲属于下落不明已满二年，现发出寻找下落不明人公告。下落不明人应当自公告之日起三个月内向本院申报其具体地址及联系方式，否则，本院将依法宣告其失踪。凡知悉下落不明人生存现状的人，应当在公告期间内将其所知道情况向本院报告。特此公告。 [662, 420, 819, 455]
notice-block [660, 259, 821, 299]
notice-body: 本院受理申请人关于宣告失踪一案，经查：申请人之亲属于下落不明已满二年，现发出寻找下落不明人公告。下落不明人应当自公告之日起三个月内向本院申报其具体地址及联系方式，否则，本院将依法宣告其失踪。凡知悉下落不明人生存现状的人，应当在公告期间内将其所知道情况向本院报告。特此公告。 [460, 220, 617, 254]
notice-body: 本院受理申请人关于宣告失踪一案，经查：申请人之亲属于下落不明已满二年，现发出寻找下落不明人公告。下落不明人应当自公告之日起三个月内向本院申报其具体地址及联系方式，否则，本院将依法宣告其失踪。凡知悉下落不明人生存现状的人，应当在公告期间内将其所知道情况向本院报告。特此公告。 [662, 500, 819, 535]
notice-body: 本院受理申请人关于宣告失踪一案，经查：申请人之亲属于下落不明已满二年，现发出寻找下落不明人公告。下落不明人应当自公告之日起三个月内向本院申报其具体地址及联系方式，否则，本院将依法宣告其失踪。凡知悉下落不明人生存现状的人，应当在公告期间内将其所知道情况向本院报告。特此公告。 [63, 243, 220, 278]
notice-block [458, 1612, 619, 1652]
notice-body: 本院受理申请人关于宣告失踪一案，经查：申请人之亲属于下落不明已满二年，现发出寻找下落不明人公告。下落不明人应当自公告之日起三个月内向本院申报其具体地址及联系方式，否则，本院将依法宣告其失踪。凡知悉下落不明人生存现状的人，应当在公告期间内将其所知道情况向本院报告。特此公告。 [261, 724, 419, 759]
notice-body: 本院受理申请人关于宣告失踪一案，经查：申请人之亲属于下落不明已满二年，现发出寻找下落不明人公告。下落不明人应当自公告之日起三个月内向本院申报其具体地址及联系方式，否则，本院将依法宣告其失踪。凡知悉下落不明人生存现状的人，应当在公告期间内将其所知道情况向本院报告。特此公告。 [662, 1061, 819, 1096]
notice-body: 本院受理申请人关于宣告失踪一案，经查：申请人之亲属于下落不明已满二年，现发出寻找下落不明人公告。下落不明人应当自公告之日起三个月内向本院申报其具体地址及联系方式，否则，本院将依法宣告其失踪。凡知悉下落不明人生存现状的人，应当在公告期间内将其所知道情况向本院报告。特此公告。 [662, 1141, 819, 1176]
notice-block [61, 1124, 222, 1165]
notice-body: 本院受理申请人关于宣告失踪一案，经查：申请人之亲属于下落不明已满二年，现发出寻找下落不明人公告。下落不明人应当自公告之日起三个月内向本院申报其具体地址及联系方式，否则，本院将依法宣告其失踪。凡知悉下落不明人生存现状的人，应当在公告期间内将其所知道情况向本院报告。特此公告。 [662, 220, 819, 254]
notice-body: 本院受理申请人关于宣告失踪一案，经查：申请人之亲属于下落不明已满二年，现发出寻找下落不明人公告。下落不明人应当自公告之日起三个月内向本院申报其具体地址及联系方式，否则，本院将依法宣告其失踪。凡知悉下落不明人生存现状的人，应当在公告期间内将其所知道情况向本院报告。特此公告。 [261, 1606, 419, 1641]
notice-block [660, 419, 821, 459]
notice-body: 本院受理申请人关于宣告失踪一案，经查：申请人之亲属于下落不明已满二年，现发出寻找下落不明人公告。下落不明人应当自公告之日起三个月内向本院申报其具体地址及联系方式，否则，本院将依法宣告其失踪。凡知悉下落不明人生存现状的人，应当在公告期间内将其所知道情况向本院报告。特此公告。 [261, 1085, 419, 1120]
notice-block [61, 1044, 222, 1085]
notice-heading: 领取遗体通知书 [717, 1187, 764, 1194]
notice-block [61, 323, 222, 363]
notice-body: 本院受理申请人关于宣告失踪一案，经查：申请人之亲属于下落不明已满二年，现发出寻找下落不明人公告。下落不明人应当自公告之日起三个月内向本院申报其具体地址及联系方式，否则，本院将依法宣告其失踪。凡知悉下落不明人生存现状的人，应当在公告期间内将其所知道情况向本院报告。特此公告。 [662, 820, 819, 856]
column-4 [660, 181, 821, 2377]
notice-body: 本院受理申请人关于宣告失踪一案，经查：申请人之亲属于下落不明已满二年，现发出寻找下落不明人公告。下落不明人应当自公告之日起三个月内向本院申报其具体地址及联系方式，否则，本院将依法宣告其失踪。凡知悉下落不明人生存现状的人，应当在公告期间内将其所知道情况向本院报告。特此公告。 [63, 1727, 220, 1761]
notice-list [660, 218, 821, 1180]
notice-block [660, 1196, 821, 1237]
notice-body: 本院受理申请人关于宣告失踪一案，经查：申请人之亲属于下落不明已满二年，现发出寻找下落不明人公告。下落不明人应当自公告之日起三个月内向本院申报其具体地址及联系方式，否则，本院将依法宣告其失踪。凡知悉下落不明人生存现状的人，应当在公告期间内将其所知道情况向本院报告。特此公告。 [460, 259, 617, 294]
notice-body: 本院受理申请人关于宣告失踪一案，经查：申请人之亲属于下落不明已满二年，现发出寻找下落不明人公告。下落不明人应当自公告之日起三个月内向本院申报其具体地址及联系方式，否则，本院将依法宣告其失踪。凡知悉下落不明人生存现状的人，应当在公告期间内将其所知道情况向本院报告。特此公告。 [63, 1165, 220, 1200]
notice-list [458, 1139, 619, 1219]
notice-body: 本院受理申请人关于宣告失踪一案，经查：申请人之亲属于下落不明已满二年，现发出寻找下落不明人公告。下落不明人应当自公告之日起三个月内向本院申报其具体地址及联系方式，否则，本院将依法宣告其失踪。凡知悉下落不明人生存现状的人，应当在公告期间内将其所知道情况向本院报告。特此公告。 [63, 1486, 220, 1520]
notice-block [660, 1060, 821, 1101]
notice-block [259, 884, 421, 924]
notice-block [458, 659, 619, 700]
notice-body: 本院受理申请人关于宣告失踪一案，经查：申请人之亲属于下落不明已满二年，现发出寻找下落不明人公告。下落不明人应当自公告之日起三个月内向本院申报其具体地址及联系方式，否则，本院将依法宣告其失踪。凡知悉下落不明人生存现状的人，应当在公告期间内将其所知道情况向本院报告。特此公告。 [261, 1526, 419, 1561]
notice-list [458, 810, 619, 930]
notice-body: 本院受理申请人关于宣告失踪一案，经查：申请人之亲属于下落不明已满二年，现发出寻找下落不明人公告。下落不明人应当自公告之日起三个月内向本院申报其具体地址及联系方式，否则，本院将依法宣告其失踪。凡知悉下落不明人生存现状的人，应当在公告期间内将其所知道情况向本院报告。特此公告。 [63, 404, 220, 439]
notice-body: 本院受理申请人关于宣告失踪一案，经查：申请人之亲属于下落不明已满二年，现发出寻找下落不明人公告。下落不明人应当自公告之日起三个月内向本院申报其具体地址及联系方式，否则，本院将依法宣告其失踪。凡知悉下落不明人生存现状的人，应当在公告期间内将其所知道情况向本院报告。特此公告。 [460, 1316, 617, 1351]
notice-body: 本院受理申请人关于宣告失踪一案，经查：申请人之亲属于下落不明已满二年，现发出寻找下落不明人公告。下落不明人应当自公告之日起三个月内向本院申报其具体地址及联系方式，否则，本院将依法宣告其失踪。凡知悉下落不明人生存现状的人，应当在公告期间内将其所知道情况向本院报告。特此公告。 [261, 965, 419, 1000]
notice-block [458, 1813, 619, 1853]
notice-block [458, 1772, 619, 1813]
notice-block [259, 243, 421, 283]
notice-body: 本院受理申请人关于宣告失踪一案，经查：申请人之亲属于下落不明已满二年，现发出寻找下落不明人公告。下落不明人应当自公告之日起三个月内向本院申报其具体地址及联系方式，否则，本院将依法宣告其失踪。凡知悉下落不明人生存现状的人，应当在公告期间内将其所知道情况向本院报告。特此公告。 [662, 1021, 819, 1056]
notice-body: 本院受理申请人关于宣告失踪一案，经查：申请人之亲属于下落不明已满二年，现发出寻找下落不明人公告。下落不明人应当自公告之日起三个月内向本院申报其具体地址及联系方式，否则，本院将依法宣告其失踪。凡知悉下落不明人生存现状的人，应当在公告期间内将其所知道情况向本院报告。特此公告。 [261, 845, 419, 879]
notice-block [660, 779, 821, 820]
notice-block [660, 539, 821, 579]
notice-body: 本院受理申请人关于宣告失踪一案，经查：申请人之亲属于下落不明已满二年，现发出寻找下落不明人公告。下落不明人应当自公告之日起三个月内向本院申报其具体地址及联系方式，否则，本院将依法宣告其失踪。凡知悉下落不明人生存现状的人，应当在公告期间内将其所知道情况向本院报告。特此公告。 [460, 580, 617, 615]
notice-body: 本院受理申请人关于宣告失踪一案，经查：申请人之亲属于下落不明已满二年，现发出寻找下落不明人公告。下落不明人应当自公告之日起三个月内向本院申报其具体地址及联系方式，否则，本院将依法宣告其失踪。凡知悉下落不明人生存现状的人，应当在公告期间内将其所知道情况向本院报告。特此公告。 [460, 660, 617, 695]
notice-block [61, 683, 222, 723]
notice-body: 本院受理申请人关于宣告失踪一案，经查：申请人之亲属于下落不明已满二年，现发出寻找下落不明人公告。下落不明人应当自公告之日起三个月内向本院申报其具体地址及联系方式，否则，本院将依法宣告其失踪。凡知悉下落不明人生存现状的人，应当在公告期间内将其所知道情况向本院报告。特此公告。 [460, 851, 617, 886]
notice-block [458, 218, 619, 259]
notice-body: 本院受理申请人关于宣告失踪一案，经查：申请人之亲属于下落不明已满二年，现发出寻找下落不明人公告。下落不明人应当自公告之日起三个月内向本院申报其具体地址及联系方式，否则，本院将依法宣告其失踪。凡知悉下落不明人生存现状的人，应当在公告期间内将其所知道情况向本院报告。特此公告。 [261, 1205, 419, 1240]
col-title-2: 2/3 中缝 [279, 107, 395, 138]
notice-body: 本院受理申请人关于宣告失踪一案，经查：申请人之亲属于下落不明已满二年，现发出寻找下落不明人公告。下落不明人应当自公告之日起三个月内向本院申报其具体地址及联系方式，否则，本院将依法宣告其失踪。凡知悉下落不明人生存现状的人，应当在公告期间内将其所知道情况向本院报告。特此公告。 [261, 404, 419, 439]
notice-block [259, 403, 421, 443]
notice-body: 本院受理申请人关于宣告失踪一案，经查：申请人之亲属于下落不明已满二年，现发出寻找下落不明人公告。下落不明人应当自公告之日起三个月内向本院申报其具体地址及联系方式，否则，本院将依法宣告其失踪。凡知悉下落不明人生存现状的人，应当在公告期间内将其所知道情况向本院报告。特此公告。 [63, 644, 220, 679]
notice-body: 本院受理申请人关于宣告失踪一案，经查：申请人之亲属于下落不明已满二年，现发出寻找下落不明人公告。下落不明人应当自公告之日起三个月内向本院申报其具体地址及联系方式，否则，本院将依法宣告其失踪。凡知悉下落不明人生存现状的人，应当在公告期间内将其所知道情况向本院报告。特此公告。 [63, 1205, 220, 1240]
notice-block [660, 940, 821, 980]
notice-block [259, 1725, 421, 1766]
notice-block [458, 1235, 619, 1276]
notice-block [458, 459, 619, 499]
notice-block [458, 379, 619, 419]
notice-block [61, 243, 222, 283]
notice-block [61, 1324, 222, 1365]
notice-block [259, 643, 421, 684]
notice-body: 本院受理申请人关于宣告失踪一案，经查：申请人之亲属于下落不明已满二年，现发出寻找下落不明人公告。下落不明人应当自公告之日起三个月内向本院申报其具体地址及联系方式，否则，本院将依法宣告其失踪。凡知悉下落不明人生存现状的人，应当在公告期间内将其所知道情况向本院报告。特此公告。 [460, 1774, 617, 1808]
notice-block [259, 1565, 421, 1605]
